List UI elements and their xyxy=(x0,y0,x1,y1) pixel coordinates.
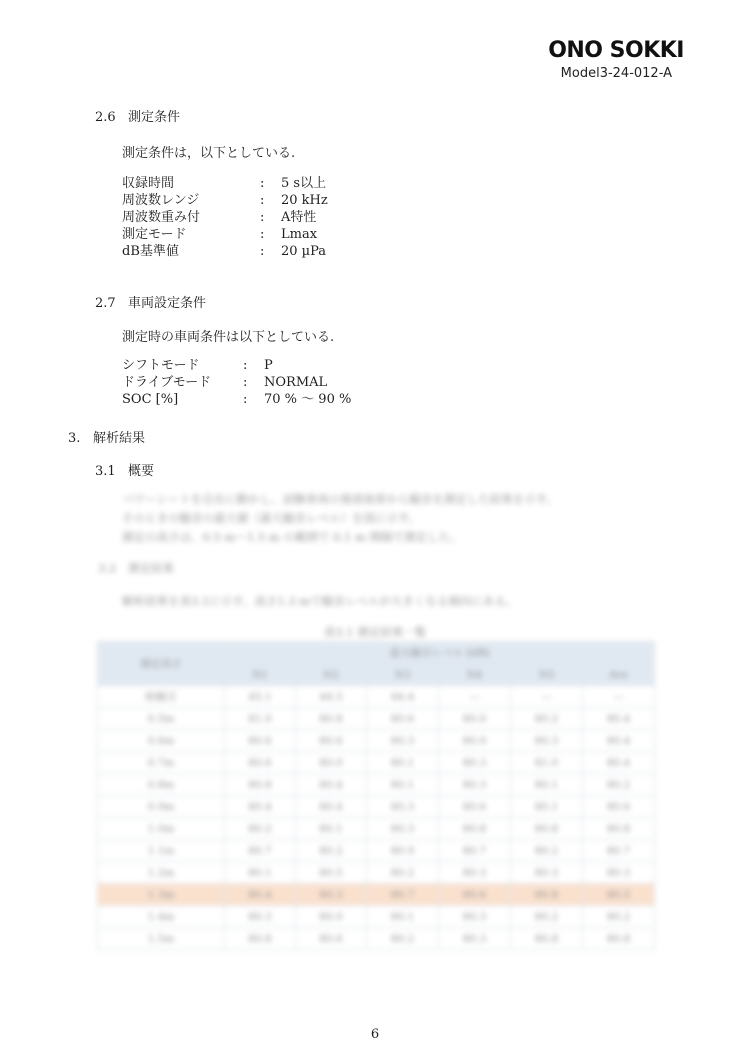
section-number: 3.1 xyxy=(95,464,116,479)
condition-row xyxy=(122,226,328,243)
value-cell: 81.0 xyxy=(225,708,296,730)
condition-value: Lmax xyxy=(281,227,318,242)
value-cell: 80.6 xyxy=(225,730,296,752)
condition-row xyxy=(122,209,328,226)
value-cell: 80.4 xyxy=(225,884,296,906)
value-cell: 80.2 xyxy=(511,708,583,730)
condition-row xyxy=(122,175,328,192)
section-3-heading xyxy=(68,427,145,446)
section-title: 測定条件 xyxy=(128,110,181,125)
value-cell: 80.7 xyxy=(225,840,296,862)
row-label-cell: 1.0m xyxy=(98,818,225,840)
condition-value: P xyxy=(264,358,273,373)
column-header: N3 xyxy=(367,664,439,686)
row-label-cell: 1.5m xyxy=(98,928,225,950)
value-cell: 80.8 xyxy=(583,928,655,950)
value-cell: 80.3 xyxy=(367,730,439,752)
table-row xyxy=(98,840,655,862)
value-cell: 44.5 xyxy=(296,686,367,708)
table-row xyxy=(98,708,655,730)
value-cell: 80.0 xyxy=(439,708,511,730)
header-group-cell: 最大騒音レベル [dB] xyxy=(225,642,655,664)
column-header: N4 xyxy=(439,664,511,686)
value-cell: 80.6 xyxy=(367,708,439,730)
section-3-1-heading xyxy=(95,460,154,479)
row-label-cell: 0.5m xyxy=(98,708,225,730)
value-cell: — xyxy=(511,686,583,708)
condition-label: dB基準値 xyxy=(122,244,179,259)
row-label-cell: 0.7m xyxy=(98,752,225,774)
value-cell: 80.5 xyxy=(296,862,367,884)
condition-colon: : xyxy=(243,358,248,373)
condition-row xyxy=(122,243,328,260)
value-cell: 80.3 xyxy=(583,862,655,884)
value-cell: 80.1 xyxy=(367,774,439,796)
body-line: そのときの騒音の最大値（最大騒音レベル）を図に示す。 xyxy=(122,511,421,525)
condition-row xyxy=(122,374,351,391)
value-cell: — xyxy=(439,686,511,708)
condition-colon: : xyxy=(260,210,265,225)
condition-colon: : xyxy=(260,227,265,242)
value-cell: 80.4 xyxy=(225,796,296,818)
value-cell: 80.3 xyxy=(439,774,511,796)
value-cell: 80.4 xyxy=(583,730,655,752)
row-label-cell: 1.4m xyxy=(98,906,225,928)
section-number: 2.6 xyxy=(95,110,116,125)
value-cell: 80.8 xyxy=(225,774,296,796)
value-cell: 80.2 xyxy=(367,928,439,950)
section-number: 3. xyxy=(68,431,81,446)
value-cell: 80.1 xyxy=(225,862,296,884)
section-title: 測定結果 xyxy=(128,561,174,575)
value-cell: 80.2 xyxy=(583,906,655,928)
row-label-cell: 0.9m xyxy=(98,796,225,818)
value-cell: 80.8 xyxy=(511,884,583,906)
value-cell: 80.6 xyxy=(439,796,511,818)
page-number: 6 xyxy=(370,1027,380,1042)
section-3-2-heading xyxy=(98,560,174,576)
table-row xyxy=(98,730,655,752)
row-label-cell: 0.6m xyxy=(98,730,225,752)
value-cell: 80.5 xyxy=(583,884,655,906)
value-cell: 80.3 xyxy=(296,884,367,906)
column-header: N1 xyxy=(225,664,296,686)
body-line: 測定の高さは、0.5 m～1.5 m の範囲で 0.1 m 間隔で測定した。 xyxy=(122,530,462,544)
table-row xyxy=(98,818,655,840)
table-caption: 表3.1 測定結果一覧 xyxy=(323,625,427,639)
value-cell: 80.2 xyxy=(367,862,439,884)
value-cell: 80.0 xyxy=(296,906,367,928)
section-3-2-intro: 解析結果を表3.1に示す。高さ1.3 mで騒音レベルが大きくなる傾向にある。 xyxy=(122,594,518,608)
table-row xyxy=(98,884,655,906)
value-cell: 80.3 xyxy=(439,862,511,884)
table-row xyxy=(98,906,655,928)
value-cell: 80.0 xyxy=(439,730,511,752)
row-label-cell: 1.1m xyxy=(98,840,225,862)
value-cell: — xyxy=(583,686,655,708)
condition-value: 5 s以上 xyxy=(281,176,327,191)
value-cell: 80.3 xyxy=(439,928,511,950)
condition-value: 70 % ～ 90 % xyxy=(264,392,352,407)
section-title: 車両設定条件 xyxy=(128,296,207,311)
value-cell: 80.1 xyxy=(511,796,583,818)
section-2-6-heading xyxy=(95,106,180,125)
value-cell: 80.7 xyxy=(439,840,511,862)
table-row xyxy=(98,774,655,796)
value-cell: 45.1 xyxy=(225,686,296,708)
section-2-7-heading xyxy=(95,292,206,311)
condition-value: NORMAL xyxy=(264,375,328,390)
value-cell: 80.4 xyxy=(583,752,655,774)
value-cell: 80.3 xyxy=(367,796,439,818)
value-cell: 80.7 xyxy=(367,884,439,906)
condition-row xyxy=(122,391,351,408)
value-cell: 80.7 xyxy=(583,840,655,862)
value-cell: 80.6 xyxy=(296,730,367,752)
value-cell: 80.1 xyxy=(296,818,367,840)
value-cell: 80.1 xyxy=(511,774,583,796)
row-label-cell: 1.3m xyxy=(98,884,225,906)
vehicle-conditions-list xyxy=(122,357,351,408)
condition-colon: : xyxy=(260,244,265,259)
value-cell: 80.0 xyxy=(296,752,367,774)
condition-value: A特性 xyxy=(281,210,317,225)
condition-colon: : xyxy=(260,176,265,191)
value-cell: 80.8 xyxy=(225,928,296,950)
row-label-cell: 0.8m xyxy=(98,774,225,796)
section-2-6-intro: 測定条件は，以下としている. xyxy=(122,146,296,161)
results-table xyxy=(97,641,655,950)
value-cell: 80.8 xyxy=(511,928,583,950)
row-label-cell: 暗騒音 xyxy=(98,686,225,708)
condition-row xyxy=(122,192,328,209)
condition-row xyxy=(122,357,351,374)
condition-label: 測定モード xyxy=(122,227,187,242)
condition-value: 20 µPa xyxy=(281,244,327,259)
section-title: 解析結果 xyxy=(93,431,146,446)
value-cell: 80.8 xyxy=(439,818,511,840)
table-header-row xyxy=(98,642,655,664)
value-cell: 80.3 xyxy=(511,862,583,884)
value-cell: 80.4 xyxy=(583,708,655,730)
value-cell: 80.2 xyxy=(296,840,367,862)
table-row xyxy=(98,686,655,708)
column-header: N2 xyxy=(296,664,367,686)
table-row xyxy=(98,928,655,950)
condition-value: 20 kHz xyxy=(281,193,328,208)
value-cell: 80.8 xyxy=(296,708,367,730)
value-cell: 80.6 xyxy=(225,752,296,774)
value-cell: 80.1 xyxy=(367,906,439,928)
table-row xyxy=(98,862,655,884)
column-header: Ave xyxy=(583,664,655,686)
value-cell: 80.3 xyxy=(511,730,583,752)
condition-colon: : xyxy=(243,392,248,407)
condition-label: 周波数重み付 xyxy=(122,210,201,225)
table-row xyxy=(98,796,655,818)
value-cell: 80.9 xyxy=(367,840,439,862)
value-cell: 80.1 xyxy=(367,752,439,774)
value-cell: 80.8 xyxy=(583,818,655,840)
value-cell: 80.6 xyxy=(439,884,511,906)
value-cell: 80.2 xyxy=(225,818,296,840)
value-cell: 80.2 xyxy=(583,774,655,796)
condition-label: ドライブモード xyxy=(122,375,212,390)
condition-colon: : xyxy=(260,193,265,208)
condition-label: SOC [%] xyxy=(122,392,179,407)
value-cell: 80.4 xyxy=(296,774,367,796)
table-row xyxy=(98,752,655,774)
condition-label: シフトモード xyxy=(122,358,200,373)
value-cell: 80.3 xyxy=(225,906,296,928)
value-cell: 80.2 xyxy=(511,840,583,862)
value-cell: 81.0 xyxy=(511,752,583,774)
value-cell: 44.4 xyxy=(367,686,439,708)
value-cell: 80.3 xyxy=(439,752,511,774)
header-height-cell: 測定高さ xyxy=(98,642,225,686)
condition-colon: : xyxy=(243,375,248,390)
value-cell: 80.3 xyxy=(367,818,439,840)
section-title: 概要 xyxy=(128,464,155,479)
value-cell: 80.6 xyxy=(296,928,367,950)
body-line: パワーシートを自在に動かし、試験車両の後部座席から騒音を測定した結果を示す。 xyxy=(122,492,558,506)
value-cell: 80.3 xyxy=(439,906,511,928)
value-cell: 80.6 xyxy=(583,796,655,818)
section-number: 3.2 xyxy=(98,561,117,575)
section-2-7-intro: 測定時の車両条件は以下としている. xyxy=(122,330,335,345)
value-cell: 80.4 xyxy=(296,796,367,818)
value-cell: 80.8 xyxy=(511,818,583,840)
condition-label: 周波数レンジ xyxy=(122,193,200,208)
section-3-1-body xyxy=(122,490,558,547)
section-number: 2.7 xyxy=(95,296,116,311)
row-label-cell: 1.2m xyxy=(98,862,225,884)
condition-label: 収録時間 xyxy=(122,176,175,191)
measurement-conditions-list xyxy=(122,175,328,260)
column-header: N5 xyxy=(511,664,583,686)
value-cell: 80.2 xyxy=(511,906,583,928)
company-logo: ONO SOKKI xyxy=(548,38,684,63)
model-number: Model3-24-012-A xyxy=(560,66,672,81)
